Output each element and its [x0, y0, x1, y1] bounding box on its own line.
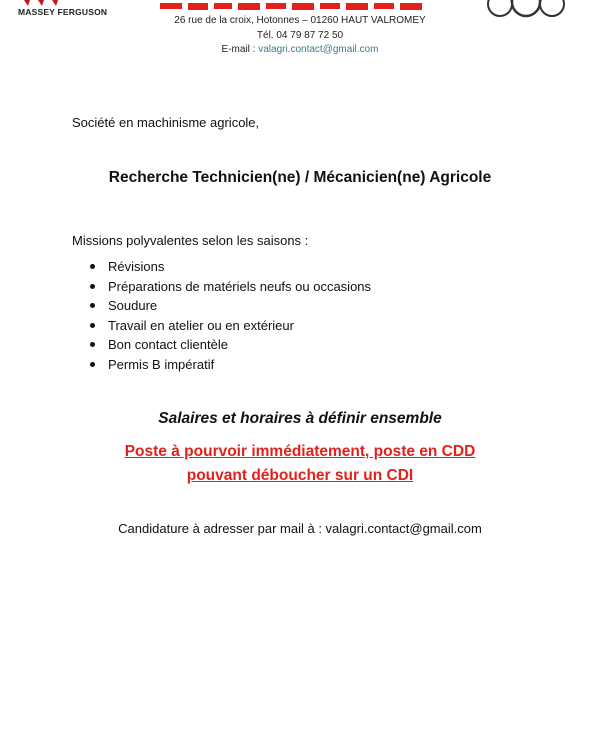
list-item — [90, 357, 371, 377]
mission-text: Préparations de matériels neufs ou occasions — [108, 278, 372, 294]
bullet-icon — [90, 303, 95, 308]
company-intro: Société en machinisme agricole, — [72, 115, 260, 130]
mission-text: Travail en atelier ou en extérieur — [108, 317, 294, 333]
bullet-icon — [90, 323, 95, 328]
list-item — [90, 337, 371, 357]
list-item — [90, 318, 371, 338]
list-item — [90, 279, 371, 299]
company-email-line — [0, 44, 600, 55]
missions-list — [90, 259, 371, 377]
company-address: 26 rue de la croix, Hotonnes – 01260 HAUT VALROMEY — [174, 15, 426, 26]
application-instructions: Candidature à adresser par mail à : valagri.contact@gmail.com — [118, 521, 482, 536]
bullet-icon — [90, 264, 95, 269]
banner-letters-icon — [150, 3, 440, 10]
company-phone: Tél. 04 79 87 72 50 — [256, 30, 344, 41]
bullet-icon — [90, 362, 95, 367]
urgent-notice-line-2: pouvant déboucher sur un CDI — [186, 467, 414, 484]
bullet-icon — [90, 284, 95, 289]
mission-text: Soudure — [108, 298, 158, 314]
mission-text: Bon contact clientèle — [108, 337, 228, 353]
triple-triangle-icon — [18, 0, 78, 6]
company-name-banner — [150, 0, 440, 10]
mission-text: Permis B impératif — [108, 356, 215, 372]
missions-intro: Missions polyvalentes selon les saisons : — [72, 233, 309, 248]
salary-note: Salaires et horaires à définir ensemble — [158, 410, 442, 427]
bullet-icon — [90, 342, 95, 347]
brand-name: MASSEY FERGUSON — [18, 7, 108, 17]
mission-text: Révisions — [108, 259, 165, 274]
email-label: E-mail : — [221, 44, 256, 55]
email-link[interactable]: valagri.contact@gmail.com — [258, 44, 379, 55]
list-item — [90, 259, 371, 279]
list-item — [90, 298, 371, 318]
job-title: Recherche Technicien(ne) / Mécanicien(ne) Agricole — [108, 169, 492, 186]
urgent-notice-line-1: Poste à pourvoir immédiatement, poste en CDD — [124, 443, 476, 460]
